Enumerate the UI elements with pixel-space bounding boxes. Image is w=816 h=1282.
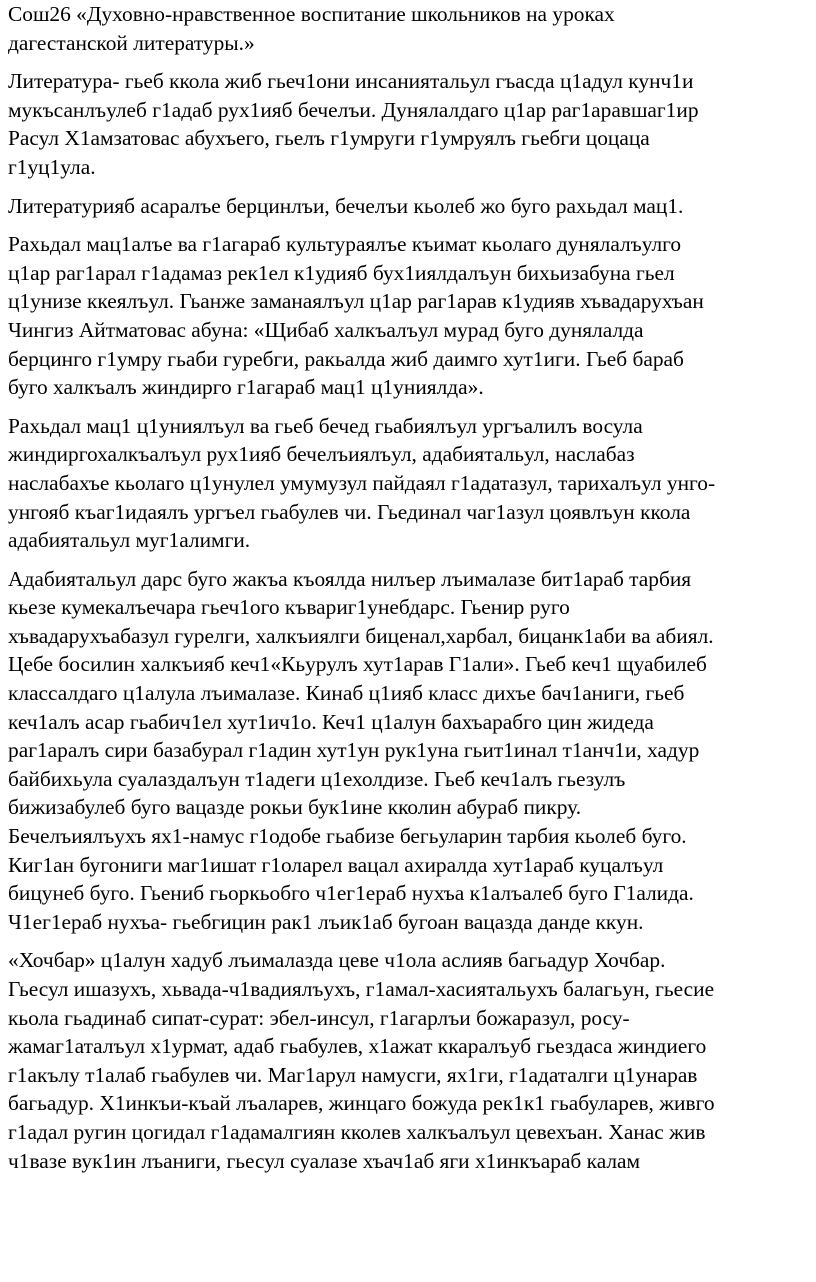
text-line: Киг1ан бугониги маг1ишат г1оларел вацал ахиралда хут1араб куцалъул (8, 852, 664, 877)
text-line: ц1ар раг1арал г1адамаз рек1ел к1удияб бух1иялдалъун бихьизабуна гьел (8, 260, 675, 285)
text-line: классалдаго ц1алула лъималазе. Кинаб ц1ияб класс дихъе бач1аниги, гьеб (8, 681, 685, 706)
text-line: Бечелъиялъухъ ях1-намус г1одобе гьабизе бегьуларин тарбия кьолеб буго. (8, 824, 687, 849)
paragraph-6 (8, 565, 810, 937)
text-line: берцинго г1умру гьаби гуребги, ракьалда жиб даимго хут1иги. Гьеб бараб (8, 346, 684, 371)
text-line: адабиятальул муг1алимги. (8, 528, 251, 553)
text-line: г1уц1ула. (8, 154, 96, 179)
text-line: хъвадарухъабазул гурелги, халкъиялги биценал,харбал, бицанк1аби ва абиял. (8, 623, 714, 648)
text-line: Цебе босилин халкъияб кеч1«Кьурулъ хут1арав Г1али». Гьеб кеч1 щуабилеб (8, 652, 707, 677)
text-line: наслабахъе кьолаго ц1унулел умумузул пайдаял г1адатазул, тарихалъул унго- (8, 470, 716, 495)
text-line: раг1аралъ сири базабурал г1адин хут1ун рук1уна гьит1инал т1анч1и, хадур (8, 738, 700, 763)
text-line: ч1вазе вук1ин лъаниги, гьесул суалазе хъач1аб яги х1инкъараб калам (8, 1148, 641, 1173)
text-line: байбихьула суалаздалъун т1адеги ц1ехолдизе. Гьеб кеч1алъ гьезулъ (8, 766, 626, 791)
text-line: багьадур. Х1инкъи-къай лъаларев, жинцаго божуда рек1к1 гьабуларев, живго (8, 1091, 715, 1116)
text-line: ц1унизе ккеялъул. Гьанже заманаялъул ц1ар раг1арав к1удияв хъвадарухъан (8, 289, 704, 314)
text-line: Рахьдал мац1 ц1униялъул ва гьеб бечед гьабиялъул ургъалилъ восула (8, 413, 643, 438)
text-line: Чингиз Айтматовас абуна: «Щибаб халкъалъул мурад буго дунялалда (8, 317, 644, 342)
text-line: жамаг1аталъул х1урмат, адаб гьабулев, х1ажат ккаралъуб гьездаса жиндиего (8, 1034, 707, 1059)
text-line: Гьесул ишазухъ, хьвада-ч1вадиялъухъ, г1амал-хасиятальухъ балагьун, гьесие (8, 977, 715, 1001)
paragraph-3 (8, 192, 810, 221)
text-line: Расул Х1амзатовас абухъего, гьелъ г1умруги г1умруялъ гьебги цоцаца (8, 126, 650, 151)
text-line: «Хочбар» ц1алун хадуб лъималазда цеве ч1ола аслияв багьадур Хочбар. (8, 948, 666, 973)
text-line: г1акълу т1алаб гьабулев чи. Маг1арул намусги, ях1ги, г1адаталги ц1унарав (8, 1062, 698, 1087)
text-line: кьезе кумекалъечара гьеч1ого къвариг1унебдарс. Гьенир руго (8, 595, 570, 620)
text-line: дагестанской литературы.» (8, 30, 255, 55)
text-line: бижизабулеб буго вацазде рокьи бук1ине кколин абураб пикру. (8, 795, 582, 820)
text-line: буго халкъалъ жиндирго г1агараб мац1 ц1униялда». (8, 375, 484, 400)
text-line: Сош26 «Духовно-нравственное воспитание школьников на уроках (8, 2, 615, 26)
text-line: унгояб къаг1идаялъ ургъел гьабулев чи. Гьединал чаг1азул цоявлъун ккола (8, 499, 691, 524)
text-line: Ч1ег1ераб нухъа- гьебгицин рак1 лъик1аб бугоан вацазда данде ккун. (8, 909, 644, 934)
text-line: Адабиятальул дарс буго жакъа къоялда нилъер лъималазе бит1араб тарбия (8, 566, 692, 591)
text-line: Рахьдал мац1алъе ва г1агараб культураялъе къимат кьолаго дунялалъулго (8, 232, 682, 257)
text-line: мукъсанлъулеб г1адаб рух1ияб бечелъи. Дунялалдаго ц1ар раг1аравшаг1ир (8, 97, 699, 122)
text-line: Литературияб асаралъе берцинлъи, бечелъи кьолеб жо буго рахьдал мац1. (8, 193, 684, 218)
text-line: бицунеб буго. Гьениб гьоркьобго ч1ег1ераб нухъа к1алъалеб буго Г1алида. (8, 881, 694, 906)
paragraph-1 (8, 0, 810, 57)
text-line: Литература- гьеб ккола жиб гьеч1они инсаниятальул гъасда ц1адул кунч1и (8, 69, 694, 94)
text-line: кьола гьадинаб сипат-сурат: эбел-инсул, г1агарлъи божаразул, росу- (8, 1005, 630, 1030)
paragraph-7 (8, 946, 810, 1175)
paragraph-4 (8, 230, 810, 402)
paragraph-2 (8, 67, 810, 181)
document-page (8, 0, 810, 1185)
paragraph-5 (8, 412, 810, 555)
text-line: кеч1алъ асар гьабич1ел хут1ич1о. Кеч1 ц1алун бахъарабго цин жидеда (8, 709, 654, 734)
text-line: г1адал ругин цогидал г1адамалгиян кколев халкъалъул цевехъан. Ханас жив (8, 1119, 706, 1144)
text-line: жиндиргохалкъалъул рух1ияб бечелъиялъул, адабиятальул, наслабаз (8, 442, 635, 467)
